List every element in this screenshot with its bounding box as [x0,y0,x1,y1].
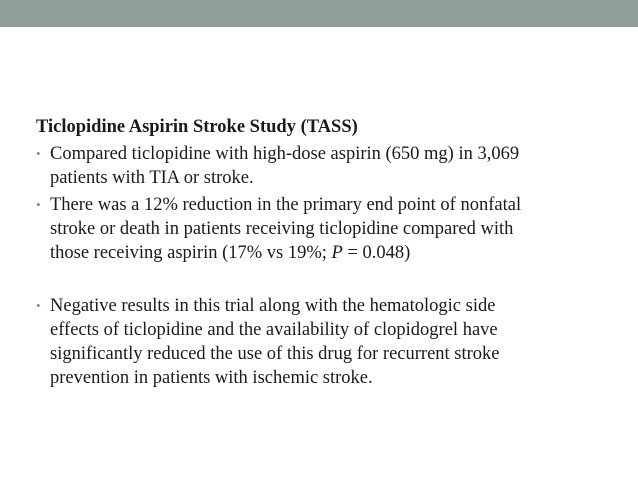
bullet-line: There was a 12% reduction in the primary end point of nonfatal [50,195,522,215]
bullet-item-3 [36,294,616,390]
bullet-marker: • [36,197,41,212]
bullet-line: effects of ticlopidine and the availability of clopidogrel have [50,320,498,340]
bullet-marker: • [36,298,41,313]
bullet-line-with-p-value [50,241,616,265]
slide-top-bar [0,0,638,27]
bullet-marker: • [36,146,41,161]
bullet-line: prevention in patients with ischemic stroke. [50,368,373,388]
slide-heading: Ticlopidine Aspirin Stroke Study (TASS) [36,117,358,137]
slide-content [36,115,616,390]
bullet-text: those receiving aspirin (17% vs 19%; [50,243,332,263]
bullet-line: patients with TIA or stroke. [50,168,254,188]
bullet-item-2 [36,193,616,265]
bullet-line: Negative results in this trial along with the hematologic side [50,296,496,316]
bullet-line: stroke or death in patients receiving ticlopidine compared with [50,219,514,239]
bullet-line: Compared ticlopidine with high-dose aspirin (650 mg) in 3,069 [50,144,520,164]
bullet-text: = 0.048) [342,243,411,263]
bullet-item-1 [36,142,616,190]
p-value-symbol: P [331,243,343,263]
bullet-line: significantly reduced the use of this drug for recurrent stroke [50,344,500,364]
